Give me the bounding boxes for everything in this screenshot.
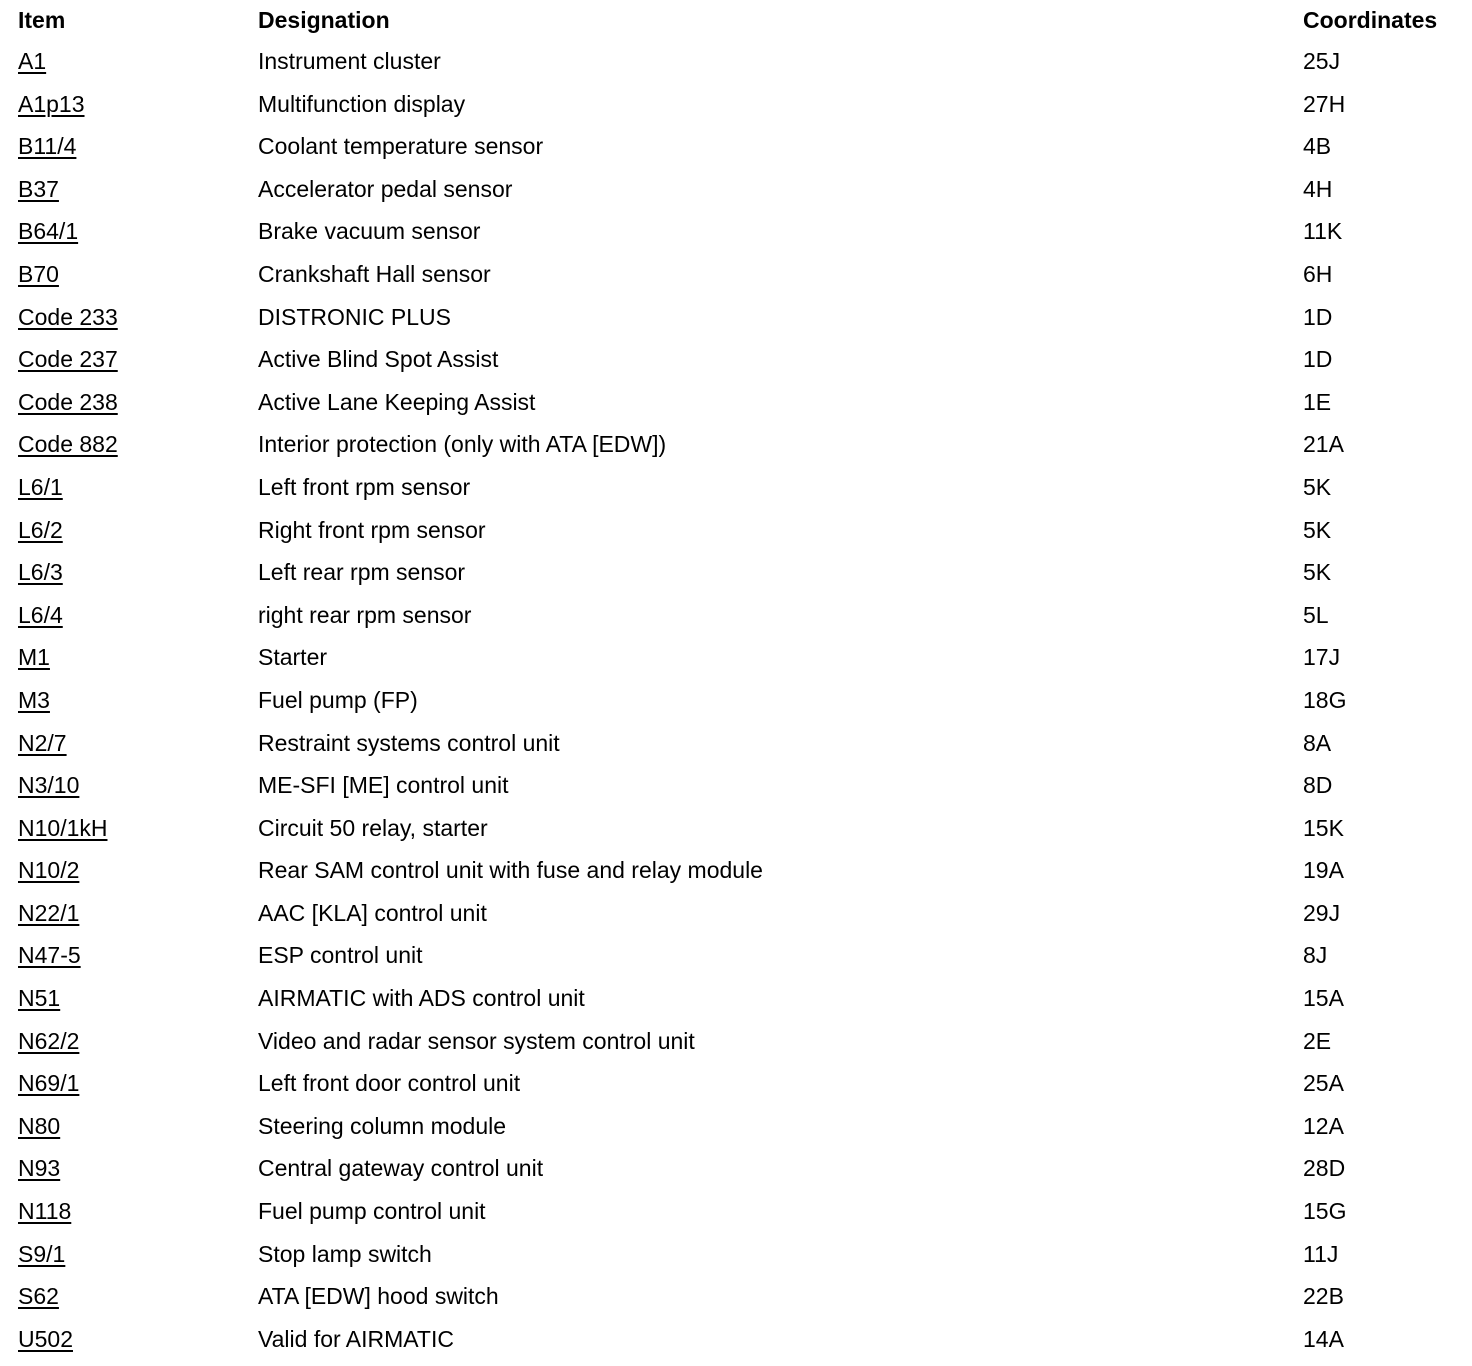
table-row (18, 849, 1472, 892)
coordinates-text: 19A (1303, 857, 1344, 884)
component-legend-table (18, 0, 1472, 1360)
table-row (18, 1020, 1472, 1063)
table-row (18, 338, 1472, 381)
designation-text: Steering column module (258, 1112, 507, 1139)
designation-text: Central gateway control unit (258, 1155, 544, 1182)
table-body (18, 40, 1472, 1360)
table-row (18, 253, 1472, 296)
coordinates-text: 22B (1303, 1283, 1344, 1310)
coordinates-text: 14A (1303, 1325, 1344, 1352)
designation-text: AAC [KLA] control unit (258, 899, 487, 926)
designation-text: Right front rpm sensor (258, 516, 486, 543)
designation-text: ME-SFI [ME] control unit (258, 772, 509, 799)
coordinates-text: 4B (1303, 133, 1332, 160)
item-link[interactable]: N69/1 (18, 1070, 80, 1097)
table-row (18, 125, 1472, 168)
item-link[interactable]: B37 (18, 175, 59, 202)
item-link[interactable]: N22/1 (18, 899, 80, 926)
designation-text: Left rear rpm sensor (258, 559, 466, 586)
coordinates-text: 5K (1303, 473, 1332, 500)
item-link[interactable]: N62/2 (18, 1027, 80, 1054)
item-link[interactable]: Code 882 (18, 431, 118, 458)
item-link[interactable]: Code 238 (18, 388, 118, 415)
item-link[interactable]: M1 (18, 644, 50, 671)
table-row (18, 1147, 1472, 1190)
table-row (18, 764, 1472, 807)
coordinates-text: 15K (1303, 814, 1344, 841)
coordinates-text: 2E (1303, 1027, 1332, 1054)
designation-text: Instrument cluster (258, 48, 441, 74)
coordinates-text: 1D (1303, 303, 1333, 330)
item-link[interactable]: N47-5 (18, 942, 81, 969)
designation-text: Valid for AIRMATIC (258, 1325, 454, 1352)
designation-text: Accelerator pedal sensor (258, 175, 513, 202)
designation-text: ESP control unit (258, 942, 423, 969)
header-item: Item (18, 7, 66, 33)
designation-text: Brake vacuum sensor (258, 218, 481, 245)
item-link[interactable]: N118 (18, 1198, 72, 1225)
item-link[interactable]: N93 (18, 1155, 61, 1182)
item-link[interactable]: A1p13 (18, 90, 85, 117)
designation-text: Rear SAM control unit with fuse and relay module (258, 857, 763, 884)
item-link[interactable]: S62 (18, 1283, 59, 1310)
table-row (18, 83, 1472, 126)
coordinates-text: 11K (1303, 218, 1343, 245)
table-row (18, 210, 1472, 253)
coordinates-text: 28D (1303, 1155, 1346, 1182)
table-row (18, 1233, 1472, 1276)
item-link[interactable]: L6/2 (18, 516, 63, 543)
designation-text: Left front door control unit (258, 1070, 521, 1097)
item-link[interactable]: M3 (18, 686, 50, 713)
table-row (18, 466, 1472, 509)
coordinates-text: 15G (1303, 1198, 1347, 1225)
item-link[interactable]: N80 (18, 1112, 61, 1139)
item-link[interactable]: Code 237 (18, 346, 118, 373)
coordinates-text: 8J (1303, 942, 1328, 969)
coordinates-text: 15A (1303, 985, 1344, 1012)
designation-text: Left front rpm sensor (258, 473, 471, 500)
item-link[interactable]: N3/10 (18, 772, 80, 799)
coordinates-text: 11J (1303, 1240, 1339, 1267)
item-link[interactable]: S9/1 (18, 1240, 66, 1267)
coordinates-text: 12A (1303, 1112, 1344, 1139)
designation-text: Circuit 50 relay, starter (258, 814, 488, 841)
coordinates-text: 4H (1303, 175, 1333, 202)
table-row (18, 934, 1472, 977)
coordinates-text: 29J (1303, 899, 1341, 926)
table-row (18, 892, 1472, 935)
table-row (18, 594, 1472, 637)
table-row (18, 636, 1472, 679)
designation-text: AIRMATIC with ADS control unit (258, 985, 585, 1012)
item-link[interactable]: A1 (18, 48, 47, 74)
coordinates-text: 5K (1303, 559, 1332, 586)
coordinates-text: 5K (1303, 516, 1332, 543)
designation-text: DISTRONIC PLUS (258, 303, 451, 330)
coordinates-text: 1D (1303, 346, 1333, 373)
table-row (18, 679, 1472, 722)
table-row (18, 551, 1472, 594)
designation-text: Stop lamp switch (258, 1240, 432, 1267)
item-link[interactable]: B70 (18, 260, 59, 287)
header-designation: Designation (258, 7, 390, 33)
table-row (18, 1318, 1472, 1361)
coordinates-text: 25A (1303, 1070, 1344, 1097)
designation-text: Coolant temperature sensor (258, 133, 544, 160)
table-row (18, 1105, 1472, 1148)
item-link[interactable]: B64/1 (18, 218, 79, 245)
table-row (18, 722, 1472, 765)
item-link[interactable]: L6/3 (18, 559, 63, 586)
item-link[interactable]: U502 (18, 1325, 73, 1352)
table-row (18, 1275, 1472, 1318)
item-link[interactable]: N51 (18, 985, 61, 1012)
designation-text: Multifunction display (258, 90, 466, 117)
coordinates-text: 6H (1303, 260, 1333, 287)
designation-text: ATA [EDW] hood switch (258, 1283, 499, 1310)
coordinates-text: 8A (1303, 729, 1332, 756)
designation-text: Active Lane Keeping Assist (258, 388, 536, 415)
table-row (18, 423, 1472, 466)
designation-text: Restraint systems control unit (258, 729, 560, 756)
item-link[interactable]: B11/4 (18, 133, 77, 160)
item-link[interactable]: Code 233 (18, 303, 118, 330)
table-row (18, 807, 1472, 850)
designation-text: Active Blind Spot Assist (258, 346, 499, 373)
coordinates-text: 5L (1303, 601, 1329, 628)
designation-text: Video and radar sensor system control unit (258, 1027, 695, 1054)
coordinates-text: 17J (1303, 644, 1341, 671)
table-row (18, 40, 1472, 83)
item-link[interactable]: L6/1 (18, 473, 63, 500)
designation-text: Fuel pump control unit (258, 1198, 486, 1225)
coordinates-text: 8D (1303, 772, 1333, 799)
table-row (18, 1190, 1472, 1233)
designation-text: Starter (258, 644, 328, 671)
coordinates-text: 21A (1303, 431, 1344, 458)
item-link[interactable]: L6/4 (18, 601, 63, 628)
designation-text: Crankshaft Hall sensor (258, 260, 491, 287)
coordinates-text: 27H (1303, 90, 1346, 117)
item-link[interactable]: N2/7 (18, 729, 67, 756)
item-link[interactable]: N10/1kH (18, 814, 108, 841)
item-link[interactable]: N10/2 (18, 857, 80, 884)
header-coordinates: Coordinates (1303, 7, 1438, 33)
coordinates-text: 25J (1303, 48, 1341, 74)
table-row (18, 509, 1472, 552)
coordinates-text: 18G (1303, 686, 1347, 713)
designation-text: Fuel pump (FP) (258, 686, 418, 713)
table-row (18, 168, 1472, 211)
table-header-row (18, 0, 1472, 40)
table-row (18, 381, 1472, 424)
designation-text: Interior protection (only with ATA [EDW]) (258, 431, 667, 458)
table-row (18, 977, 1472, 1020)
table-row (18, 1062, 1472, 1105)
designation-text: right rear rpm sensor (258, 601, 472, 628)
coordinates-text: 1E (1303, 388, 1332, 415)
table-row (18, 296, 1472, 339)
